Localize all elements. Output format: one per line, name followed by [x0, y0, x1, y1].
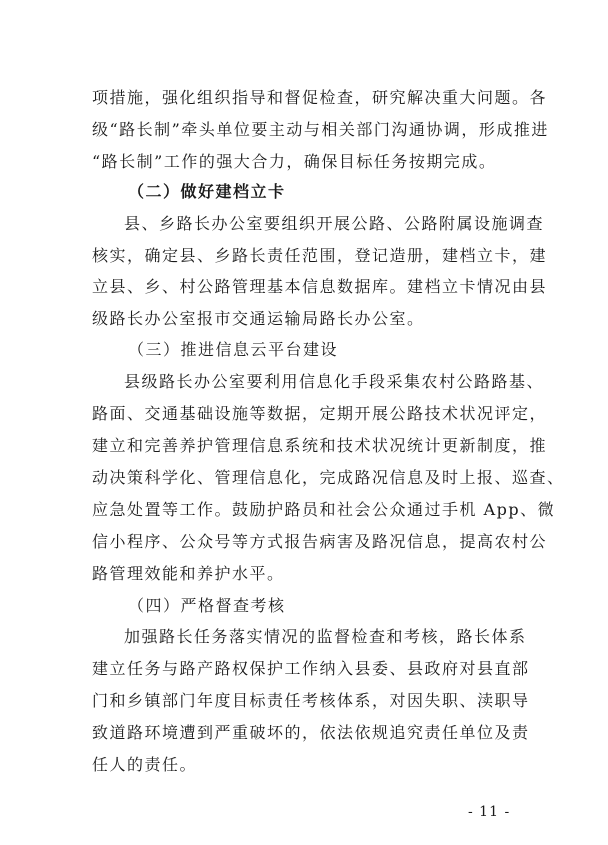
paragraph-line: 项措施，强化组织指导和督促检查，研究解决重大问题。各: [92, 88, 548, 107]
paragraph-line: 任人的责任。: [92, 755, 198, 774]
paragraph-line: 信小程序、公众号等方式报告病害及路况信息，提高农村公: [92, 532, 548, 551]
paragraph-line: “路长制”工作的强大合力，确保目标任务按期完成。: [92, 152, 497, 171]
paragraph-line: 级“路长制”牵头单位要主动与相关部门沟通协调，形成推进: [92, 120, 549, 139]
paragraph-line: 致道路环境遭到严重破坏的，依法依规追究责任单位及责: [92, 723, 530, 742]
paragraph-line: 门和乡镇部门年度目标责任考核体系，对因失职、渎职导: [92, 691, 530, 710]
paragraph-line: 县、乡路长办公室要组织开展公路、公路附属设施调查: [124, 214, 545, 233]
paragraph-line: 动决策科学化、管理信息化，完成路况信息及时上报、巡查、: [92, 468, 565, 487]
paragraph-line: 应急处置等工作。鼓励护路员和社会公众通过手机 App、微: [92, 500, 556, 519]
paragraph-line: 加强路长任务落实情况的监督检查和考核，路长体系: [124, 627, 527, 646]
paragraph-line: 核实，确定县、乡路长责任范围，登记造册，建档立卡，建: [92, 246, 548, 265]
paragraph-line: 立县、乡、村公路管理基本信息数据库。建档立卡情况由县: [92, 277, 548, 296]
paragraph-line: 路面、交通基础设施等数据，定期开展公路技术状况评定，: [92, 404, 548, 423]
section-heading-4: （四）严格督查考核: [128, 596, 286, 615]
paragraph-line: 县级路长办公室要利用信息化手段采集农村公路路基、: [124, 372, 545, 391]
page-number: - 11 -: [468, 804, 511, 820]
section-heading-3: （三）推进信息云平台建设: [128, 340, 339, 359]
paragraph-line: 级路长办公室报市交通运输局路长办公室。: [92, 309, 425, 328]
paragraph-line: 建立任务与路产路权保护工作纳入县委、县政府对县直部: [92, 659, 530, 678]
section-heading-2: （二）做好建档立卡: [128, 182, 286, 201]
paragraph-line: 路管理效能和养护水平。: [92, 564, 285, 583]
paragraph-line: 建立和完善养护管理信息系统和技术状况统计更新制度，推: [92, 436, 548, 455]
